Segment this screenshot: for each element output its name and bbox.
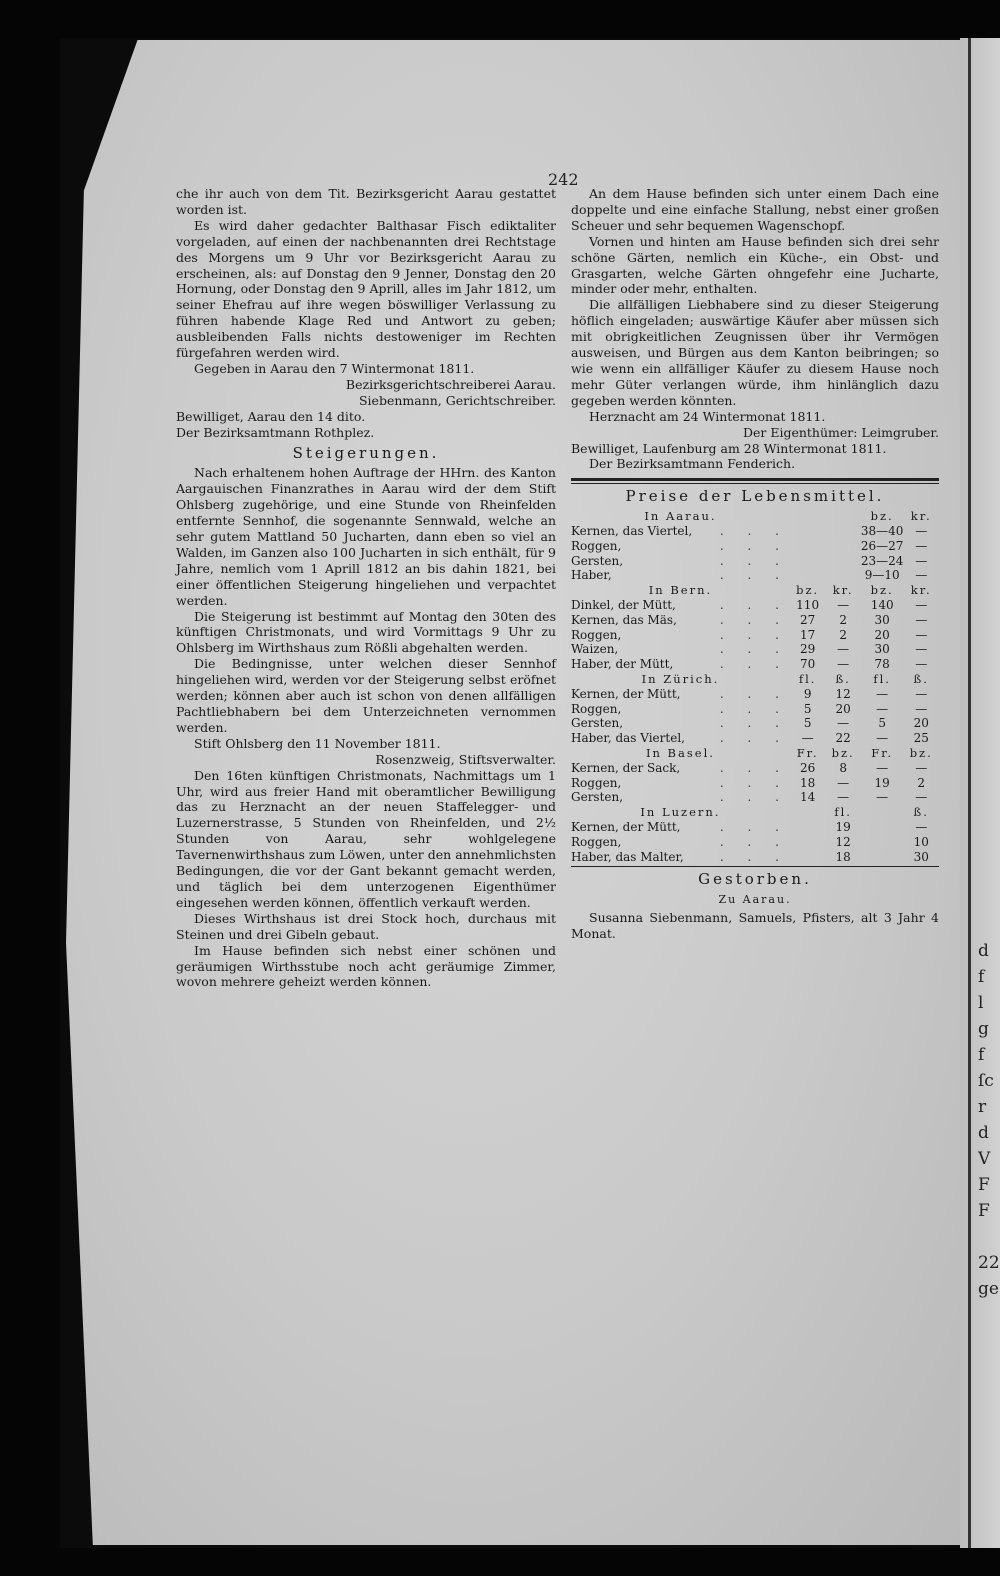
price-unit-label: Fr. bbox=[796, 745, 819, 760]
table-row bbox=[571, 820, 939, 835]
price-value: 30 bbox=[913, 849, 929, 864]
price-value bbox=[790, 524, 826, 539]
price-city-label: In Bern. bbox=[648, 583, 713, 598]
paragraph: Es wird daher gedachter Balthasar Fisch ediktaliter vorgeladen, auf einen der nachbenannten drei Rechtstage des Morgens um 9 Uhr vor Bezirksgericht Aarau zu erscheinen, als: auf Donstag den 9 Jenner, Donstag den 20 Hornung, oder Donstag den 9 Aprill, alles im Jahr 1812, um seiner Ehefrau auf ihre wegen böswilliger Verlassung zu führen habende Klage Red und Antwort zu geben; ausbleibenden Falls nichts destoweniger im Rechten fürgefahren werden wird. bbox=[176, 217, 556, 361]
price-value bbox=[861, 835, 904, 850]
price-value: — bbox=[837, 716, 850, 731]
price-value: — bbox=[837, 775, 850, 790]
price-value: 5 bbox=[803, 716, 812, 731]
table-row bbox=[571, 850, 939, 865]
price-value: 17 bbox=[799, 627, 816, 642]
table-row bbox=[571, 687, 939, 702]
leader-dots: . . . bbox=[719, 701, 789, 716]
price-item: Dinkel, der Mütt, bbox=[571, 598, 676, 612]
table-rule bbox=[571, 866, 939, 867]
paragraph: Die Bedingnisse, unter welchen dieser Sennhof hingeliehen wird, werden vor der Steigerung selbst eröfnet werden; können aber auch ist schon von denen allfälligen Pachtliebhabern bei dem Unterzeichneten vernommen werden. bbox=[176, 656, 556, 735]
price-city-label: In Aarau. bbox=[644, 509, 717, 524]
price-unit-label: fl. bbox=[798, 671, 817, 686]
price-value: — bbox=[915, 538, 928, 553]
section-heading-deaths: Gestorben. bbox=[698, 870, 812, 889]
price-item: Kernen, der Mütt, bbox=[571, 686, 681, 701]
price-unit-label: ß. bbox=[913, 671, 929, 686]
price-unit-label: bz. bbox=[831, 745, 855, 760]
signature-line: Rosenzweig, Stiftsverwalter. bbox=[375, 751, 556, 767]
price-value: — bbox=[876, 686, 889, 701]
price-unit-label: Fr. bbox=[871, 745, 894, 760]
leader-dots: . . . bbox=[719, 849, 789, 864]
price-value: — bbox=[915, 524, 928, 539]
price-value bbox=[861, 820, 904, 835]
approval-line: Bewilliget, Aarau den 14 dito. bbox=[176, 408, 366, 424]
price-item: Kernen, der Sack, bbox=[571, 760, 681, 775]
price-value: — bbox=[915, 612, 928, 627]
price-value: — bbox=[837, 790, 850, 805]
price-value: 2 bbox=[839, 627, 847, 642]
price-value: 20 bbox=[913, 716, 929, 731]
price-value bbox=[825, 539, 861, 554]
table-row bbox=[571, 790, 939, 805]
price-city-row bbox=[571, 509, 939, 524]
price-city-row bbox=[571, 746, 939, 761]
price-unit-label: bz. bbox=[870, 509, 894, 524]
price-value: 23—24 bbox=[860, 553, 904, 568]
left-column bbox=[176, 186, 556, 990]
price-item: Haber, der Mütt, bbox=[571, 657, 674, 672]
price-city-row bbox=[571, 805, 939, 820]
price-item: Roggen, bbox=[571, 834, 622, 849]
signature-line: Bezirksgerichtschreiberei Aarau. bbox=[345, 376, 556, 392]
section-heading-prices: Preise der Lebensmittel. bbox=[625, 487, 885, 506]
price-unit-label: bz. bbox=[796, 583, 820, 598]
price-value: 18 bbox=[835, 849, 851, 864]
price-value: 78 bbox=[874, 657, 890, 672]
price-value: 140 bbox=[870, 598, 894, 612]
price-item: Haber, das Viertel, bbox=[571, 731, 685, 746]
price-value: — bbox=[837, 642, 850, 657]
price-city-row bbox=[571, 672, 939, 687]
price-value: 110 bbox=[796, 598, 820, 612]
leader-dots: . . . bbox=[719, 642, 789, 657]
paragraph: Dieses Wirthshaus ist drei Stock hoch, durchaus mit Steinen und drei Gibeln gebaut. bbox=[176, 910, 556, 942]
price-unit-label: bz. bbox=[870, 583, 894, 598]
price-value bbox=[825, 554, 861, 569]
table-row bbox=[571, 524, 939, 539]
price-value: 5 bbox=[878, 716, 886, 731]
price-item: Gersten, bbox=[571, 716, 624, 731]
price-value: 26—27 bbox=[860, 538, 904, 553]
paragraph: che ihr auch von dem Tit. Bezirksgericht Aarau gestattet worden ist. bbox=[176, 186, 556, 217]
price-unit-label: ß. bbox=[913, 805, 929, 820]
price-value: 27 bbox=[799, 612, 816, 627]
price-value: 8 bbox=[839, 760, 847, 775]
price-value: 22 bbox=[835, 731, 851, 746]
price-value: 5 bbox=[803, 701, 812, 716]
table-row bbox=[571, 835, 939, 850]
price-value: 10 bbox=[913, 834, 929, 849]
price-value: 19 bbox=[874, 775, 890, 790]
price-value: 20 bbox=[835, 701, 851, 716]
paragraph: Die allfälligen Liebhabere sind zu dieser Steigerung höflich eingeladen; auswärtige Käufer aber müssen sich mit obrigkeitlichen Zeugnissen über ihr Vermögen ausweisen, und Bürgen aus dem Kanton beibringen; so wie wenn ein allfälliger Käufer zu diesem Hause noch mehr Güter verlangen würde, ihm hinlänglich dazu gegeben werden könnten. bbox=[571, 297, 939, 408]
price-city-label: In Basel. bbox=[645, 745, 715, 760]
price-unit-label: fl. bbox=[834, 805, 852, 820]
price-value bbox=[790, 820, 826, 835]
price-value: — bbox=[837, 598, 850, 612]
leader-dots: . . . bbox=[719, 775, 789, 790]
scan-border-left bbox=[0, 0, 60, 1576]
adjacent-page-text: d f l g f ſc r d V F F 22 ge bbox=[978, 941, 1000, 1299]
date-line: Stift Ohlsberg den 11 November 1811. bbox=[194, 735, 441, 751]
price-unit-label: ß. bbox=[835, 671, 851, 686]
price-item: Gersten, bbox=[571, 553, 624, 568]
price-value: 30 bbox=[874, 642, 890, 657]
table-row bbox=[571, 702, 939, 717]
page-number: 242 bbox=[548, 170, 579, 189]
paragraph: Die Steigerung ist bestimmt auf Montag den 30ten des künftigen Christmonats, und wird Vormittags 9 Uhr zu Ohlsberg im Wirthshaus zum Rößli abgehalten werden. bbox=[176, 608, 556, 656]
price-item: Gersten, bbox=[571, 790, 624, 805]
price-value bbox=[790, 850, 826, 865]
price-unit-label: kr. bbox=[910, 509, 932, 524]
table-row bbox=[571, 761, 939, 776]
price-value: — bbox=[876, 760, 889, 775]
price-value: — bbox=[915, 642, 928, 657]
price-value bbox=[790, 568, 826, 583]
paragraph: Nach erhaltenem hohen Auftrage der HHrn. des Kanton Aargauischen Finanzrathes in Aarau wird der dem Stift Ohlsberg zugehörige, und eine Stunde von Rheinfelden entfernte Sennhof, die sogenannte Sennwald, welche an sehr gutem Mattland 50 Jucharten, dann eben so viel an Walden, im Ganzen also 100 Jucharten in sich enthält, für 9 Jahre, nemlich vom 1 Aprill 1812 an bis dahin 1821, bei einer öffentlichen Steigerung hingeliehen und verpachtet werden. bbox=[176, 465, 556, 608]
price-value: 20 bbox=[874, 627, 890, 642]
price-item: Haber, das Malter, bbox=[571, 849, 684, 864]
paragraph: Im Hause befinden sich nebst einer schönen und geräumigen Wirthsstube noch acht geräumige Zimmer, wovon mehrere geheizt werden können. bbox=[176, 942, 556, 990]
price-city-row bbox=[571, 583, 939, 598]
price-value bbox=[790, 539, 826, 554]
table-row bbox=[571, 568, 939, 583]
leader-dots: . . . bbox=[719, 731, 789, 746]
right-column bbox=[571, 186, 939, 942]
approval-signature: Der Bezirksamtmann Fenderich. bbox=[589, 456, 796, 472]
table-row bbox=[571, 539, 939, 554]
leader-dots: . . . bbox=[719, 790, 789, 805]
price-value bbox=[861, 850, 904, 865]
table-row bbox=[571, 613, 939, 628]
price-value: — bbox=[915, 819, 928, 834]
price-item: Kernen, der Mütt, bbox=[571, 819, 681, 834]
price-unit-label: fl. bbox=[873, 671, 891, 686]
price-value bbox=[825, 568, 861, 583]
paragraph: Vornen und hinten am Hause befinden sich drei sehr schöne Gärten, nemlich ein Küche-, ein Obst- und Grasgarten, welche Gärten ohngefehr eine Jucharte, minder oder mehr, enthalten. bbox=[571, 233, 939, 297]
section-rule bbox=[571, 478, 939, 484]
leader-dots: . . . bbox=[719, 538, 789, 553]
paragraph: An dem Hause befinden sich unter einem Dach eine doppelte und eine einfache Stallung, nebst einer großen Scheuer und sehr bequemen Wagenschopf. bbox=[571, 186, 939, 233]
price-value: 12 bbox=[835, 686, 851, 701]
price-value: — bbox=[876, 790, 889, 805]
approval-signature: Der Bezirksamtmann Rothplez. bbox=[176, 424, 375, 440]
leader-dots: . . . bbox=[719, 819, 789, 834]
price-value: — bbox=[876, 731, 889, 746]
price-value: 30 bbox=[874, 612, 890, 627]
leader-dots: . . . bbox=[719, 553, 789, 568]
table-row bbox=[571, 642, 939, 657]
price-value: 18 bbox=[799, 775, 816, 790]
price-value: 2 bbox=[839, 612, 847, 627]
price-value bbox=[790, 835, 826, 850]
price-item: Roggen, bbox=[571, 701, 622, 716]
price-value: — bbox=[915, 568, 928, 583]
price-value: — bbox=[915, 790, 928, 805]
price-value: 2 bbox=[917, 775, 926, 790]
price-value bbox=[825, 524, 861, 539]
price-item: Roggen, bbox=[571, 627, 622, 642]
price-item: Roggen, bbox=[571, 538, 622, 553]
leader-dots: . . . bbox=[719, 598, 789, 612]
price-value: 26 bbox=[799, 760, 816, 775]
table-row bbox=[571, 716, 939, 731]
leader-dots: . . . bbox=[719, 627, 789, 642]
adjacent-page-strip bbox=[960, 38, 1000, 1548]
approval-line: Bewilliget, Laufenburg am 28 Wintermonat 1811. bbox=[571, 440, 887, 456]
leader-dots: . . . bbox=[719, 657, 789, 672]
price-value: 9 bbox=[803, 686, 812, 701]
paragraph: Den 16ten künftigen Christmonats, Nachmittags um 1 Uhr, wird aus freier Hand mit oberamtlicher Bewilligung das zu Herznacht an der neuen Staffelegger- und Luzernerstrasse, 5 Stunden von Rheinfelden, und 2½ Stunden von Aarau, sehr wohlgelegene Tavernenwirthshaus zum Löwen, unter den annehmlichsten Bedingungen, die vor der Gant bekannt gemacht werden, und täglich bei dem unterzogenen Eigenthümer eingesehen werden können, öffentlich verkauft werden. bbox=[176, 767, 556, 910]
table-row bbox=[571, 554, 939, 569]
price-value: — bbox=[837, 657, 850, 672]
price-value: — bbox=[915, 598, 928, 612]
table-row bbox=[571, 598, 939, 613]
price-city-label: In Luzern. bbox=[640, 805, 721, 820]
table-row bbox=[571, 628, 939, 643]
signature-line: Siebenmann, Gerichtschreiber. bbox=[358, 392, 556, 408]
table-row bbox=[571, 731, 939, 746]
price-item: Haber, bbox=[571, 568, 612, 583]
leader-dots: . . . bbox=[719, 716, 789, 731]
price-unit-label bbox=[861, 805, 904, 820]
deaths-entry: Susanna Siebenmann, Samuels, Pfisters, alt 3 Jahr 4 Monat. bbox=[571, 910, 939, 942]
binding-edge bbox=[968, 38, 971, 1548]
date-line: Gegeben in Aarau den 7 Wintermonat 1811. bbox=[194, 360, 475, 376]
leader-dots: . . . bbox=[719, 568, 789, 583]
price-item: Waizen, bbox=[571, 642, 619, 657]
price-value: 19 bbox=[835, 819, 851, 834]
price-item: Kernen, das Viertel, bbox=[571, 524, 693, 539]
price-value: 9—10 bbox=[864, 568, 900, 583]
leader-dots: . . . bbox=[719, 760, 789, 775]
deaths-place: Zu Aarau. bbox=[718, 893, 792, 907]
date-line: Herznacht am 24 Wintermonat 1811. bbox=[589, 408, 826, 424]
signature-line: Der Eigenthümer: Leimgruber. bbox=[742, 424, 939, 440]
price-value: 70 bbox=[799, 657, 816, 672]
leader-dots: . . . bbox=[719, 524, 789, 539]
leader-dots: . . . bbox=[719, 686, 789, 701]
leader-dots: . . . bbox=[719, 834, 789, 849]
price-value: 12 bbox=[835, 834, 851, 849]
table-row bbox=[571, 657, 939, 672]
table-row bbox=[571, 776, 939, 791]
price-value: 38—40 bbox=[860, 524, 904, 539]
scan-border-top bbox=[0, 0, 1000, 38]
price-item: Roggen, bbox=[571, 775, 622, 790]
price-unit-label: kr. bbox=[832, 583, 854, 598]
price-value: — bbox=[915, 553, 928, 568]
leader-dots: . . . bbox=[719, 612, 789, 627]
price-unit-label bbox=[790, 805, 826, 820]
section-heading-steigerungen: Steigerungen. bbox=[292, 443, 440, 462]
price-value: 14 bbox=[799, 790, 816, 805]
price-value: 29 bbox=[799, 642, 816, 657]
price-unit-label bbox=[825, 509, 861, 524]
price-value: — bbox=[915, 627, 928, 642]
price-value: 25 bbox=[913, 731, 929, 746]
price-item: Kernen, das Mäs, bbox=[571, 612, 677, 627]
price-city-label: In Zürich. bbox=[641, 671, 720, 686]
price-value: — bbox=[915, 686, 928, 701]
price-unit-label bbox=[790, 509, 826, 524]
price-unit-label: kr. bbox=[910, 583, 932, 598]
price-value bbox=[790, 554, 826, 569]
price-value: — bbox=[915, 760, 928, 775]
price-value: — bbox=[876, 701, 889, 716]
price-value: — bbox=[915, 657, 928, 672]
price-value: — bbox=[801, 731, 814, 746]
price-table bbox=[571, 509, 939, 864]
scan-border-bottom bbox=[0, 1548, 1000, 1576]
price-unit-label: bz. bbox=[909, 745, 933, 760]
price-value: — bbox=[915, 701, 928, 716]
